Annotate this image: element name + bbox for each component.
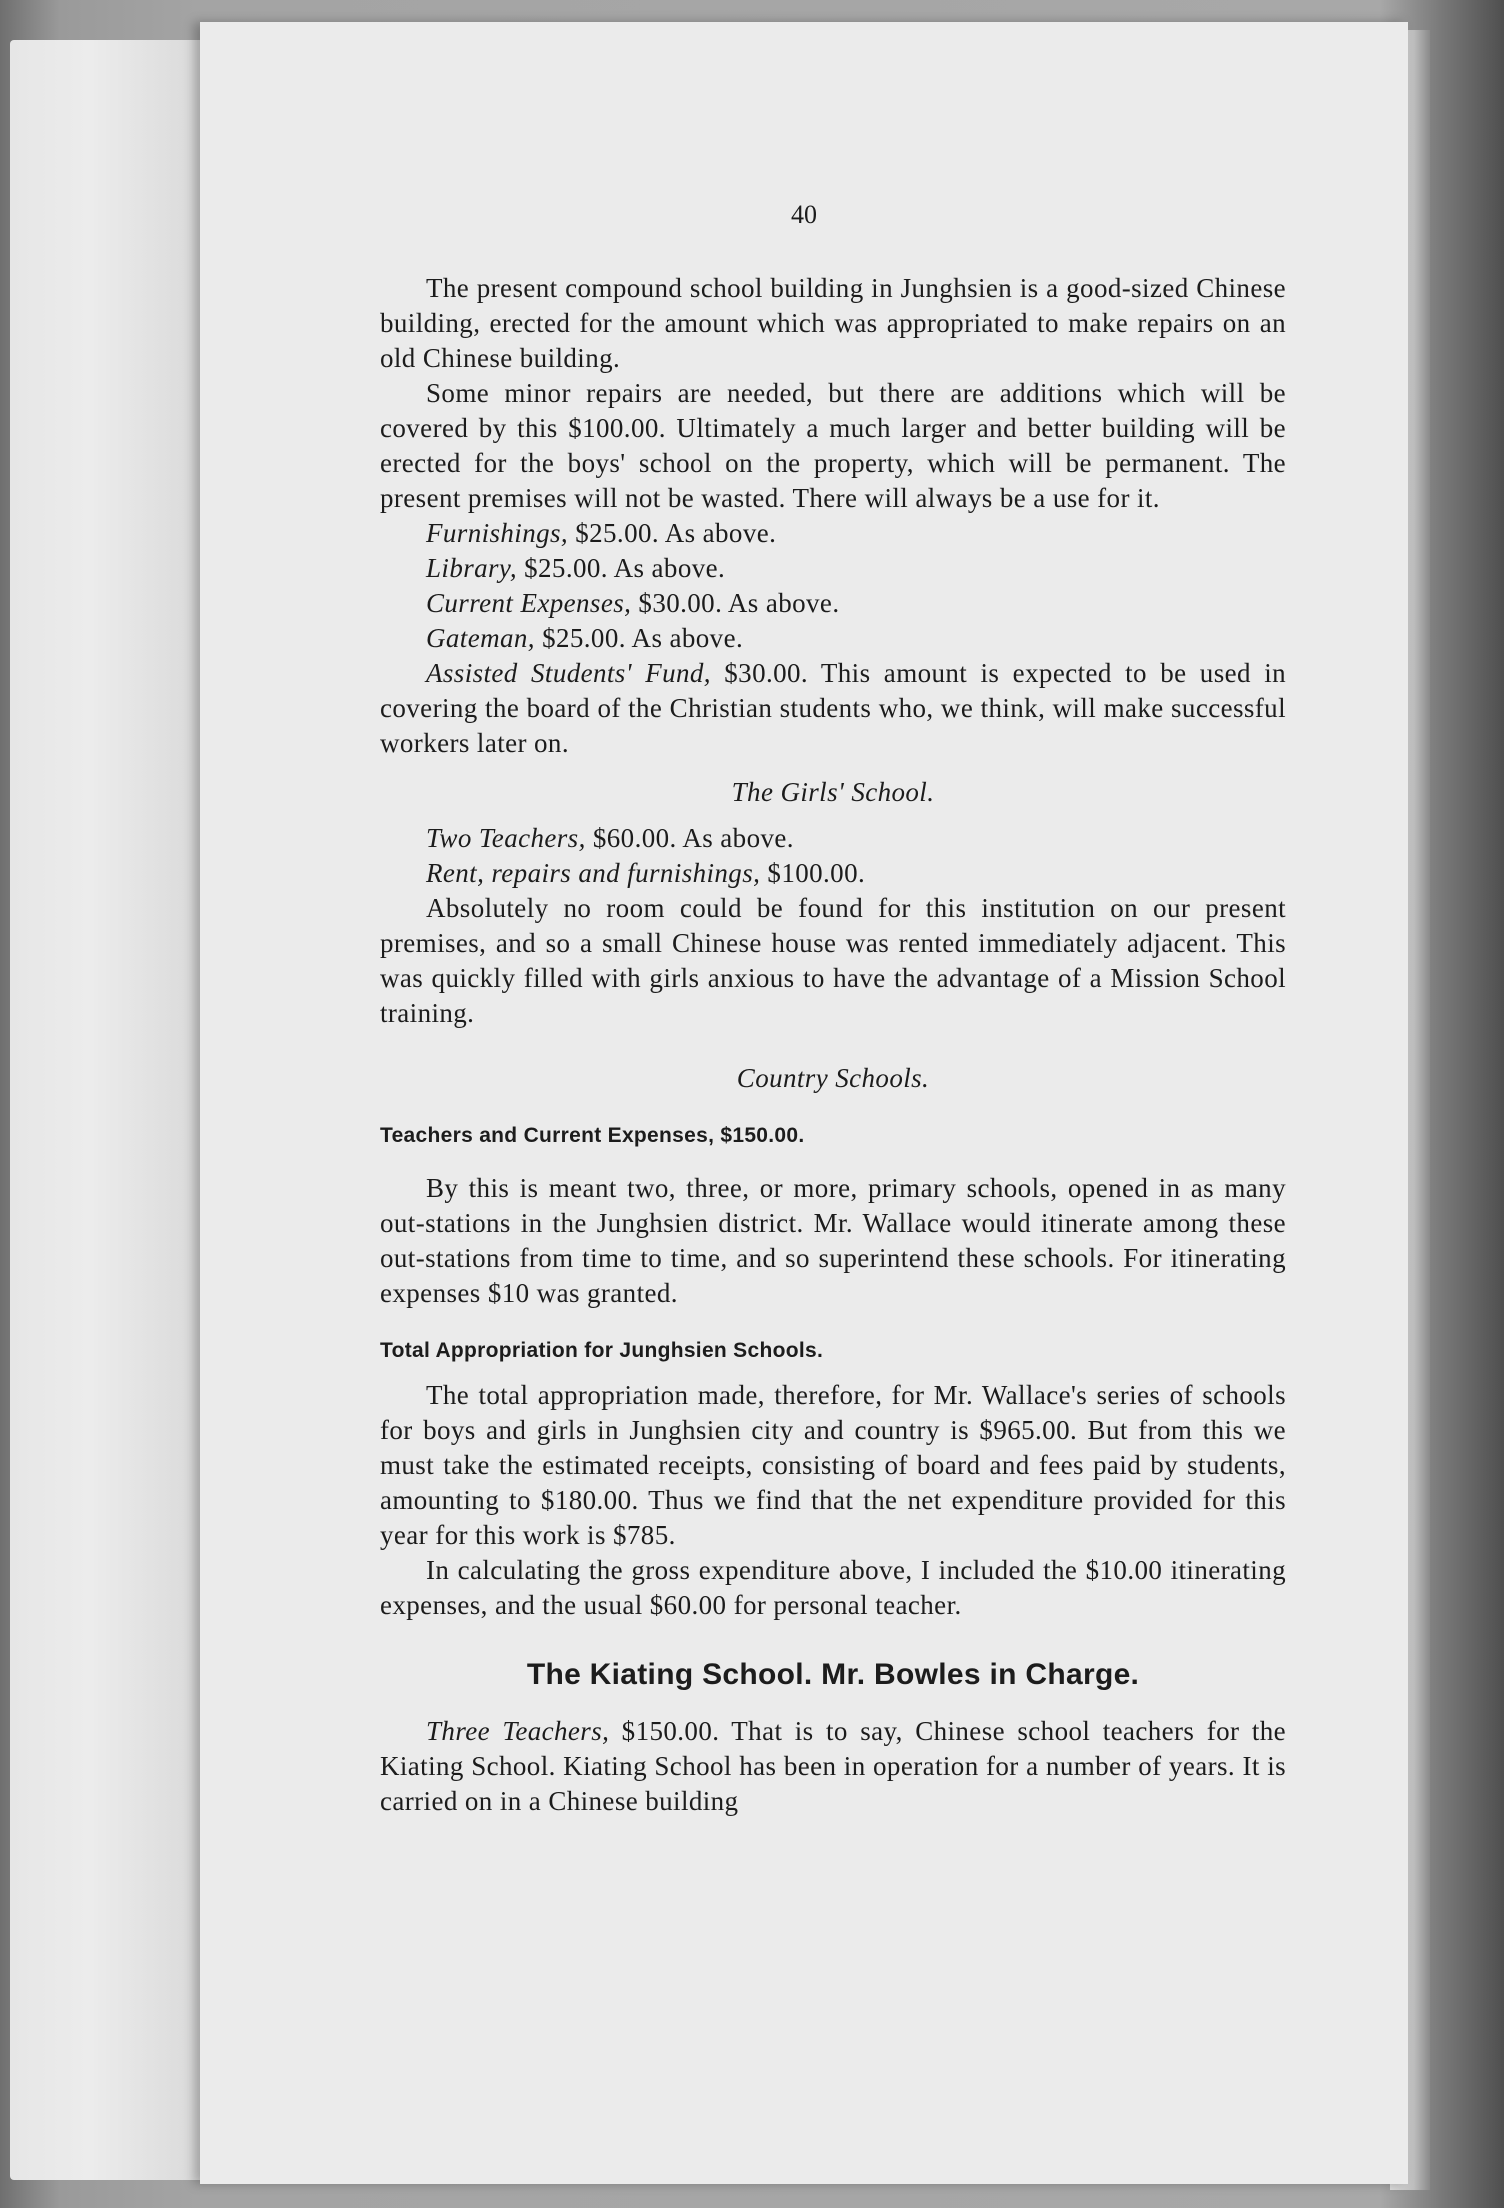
item-label: Rent, repairs and furnishings, <box>426 858 761 888</box>
item-label: Two Teachers, <box>426 823 586 853</box>
page-content <box>380 271 1286 1819</box>
paragraph-country-schools: By this is meant two, three, or more, primary schools, opened in as many out-stations in the Junghsien district. Mr. Wallace would itinerate among these out-stations from time to time, and so superintend these schools. For itinerating expenses $10 was granted. <box>380 1173 1286 1308</box>
underlying-page-edge <box>10 40 210 2180</box>
paragraph-repairs: Some minor repairs are needed, but there are additions which will be covered by this $100.00. Ultimately a much larger and better building will be erected for the boys' school on the property, which will be permanent. The present premises will not be wasted. There will always be a use for it. <box>380 378 1286 513</box>
item-label: Furnishings, <box>426 518 569 548</box>
paragraph-gross-expenditure: In calculating the gross expenditure above, I included the $10.00 itinerating expenses, and the usual $60.00 for personal teacher. <box>380 1555 1286 1620</box>
item-label: Gateman, <box>426 623 535 653</box>
item-label: Current Expenses, <box>426 588 632 618</box>
item-text: $30.00. As above. <box>631 588 840 618</box>
item-label: Assisted Students' Fund, <box>426 658 711 688</box>
heading-girls-school: The Girls' School. <box>731 777 935 807</box>
item-label: Library, <box>426 553 517 583</box>
item-text: $25.00. As above. <box>534 623 744 653</box>
page-number: 40 <box>791 200 817 229</box>
item-text: $60.00. As above. <box>585 823 794 853</box>
item-text: $25.00. As above. <box>568 518 777 548</box>
heading-total-appropriation: Total Appropriation for Junghsien Schools. <box>380 1339 824 1362</box>
book-page <box>200 22 1408 2184</box>
item-text: $25.00. As above. <box>516 553 726 583</box>
item-text: $150.00. That is to say, Chinese school teachers for the Kiating School. Kiating School has been in operation for a number of years. It is carried on in a Chinese building <box>380 1716 1287 1816</box>
item-label: Three Teachers, <box>426 1716 610 1746</box>
paragraph-building: The present compound school building in Junghsien is a good-sized Chinese building, erected for the amount which was appropriated to make repairs on an old Chinese building. <box>380 273 1286 373</box>
item-furnishings <box>380 516 1286 551</box>
paragraph-kiating-teachers <box>380 1714 1286 1819</box>
paragraph-girls-school: Absolutely no room could be found for this institution on our present premises, and so a small Chinese house was rented immediately adjacent. This was quickly filled with girls anxious to have the advantage of a Mission School training. <box>380 893 1286 1028</box>
item-text: $100.00. <box>760 858 866 888</box>
heading-teachers-expenses: Teachers and Current Expenses, $150.00. <box>380 1124 805 1147</box>
heading-country-schools: Country Schools. <box>736 1063 930 1093</box>
item-current-expenses <box>380 586 1286 621</box>
item-two-teachers <box>380 821 1286 856</box>
paragraph-total-appropriation: The total appropriation made, therefore, for Mr. Wallace's series of schools for boys and girls in Junghsien city and country is $965.00. But from this we must take the estimated receipts, consisting of board and fees paid by students, amounting to $180.00. Thus we find that the net expenditure provided for this year for this work is $785. <box>380 1380 1286 1550</box>
heading-kiating-school: The Kiating School. Mr. Bowles in Charge. <box>526 1658 1140 1691</box>
item-rent-repairs <box>380 856 1286 891</box>
item-library <box>380 551 1286 586</box>
item-assisted-students-fund <box>380 656 1286 761</box>
item-text: $30.00. This amount is expected to be used in covering the board of the Christian students who, we think, will make successful workers later on. <box>380 658 1286 758</box>
item-gateman <box>380 621 1286 656</box>
